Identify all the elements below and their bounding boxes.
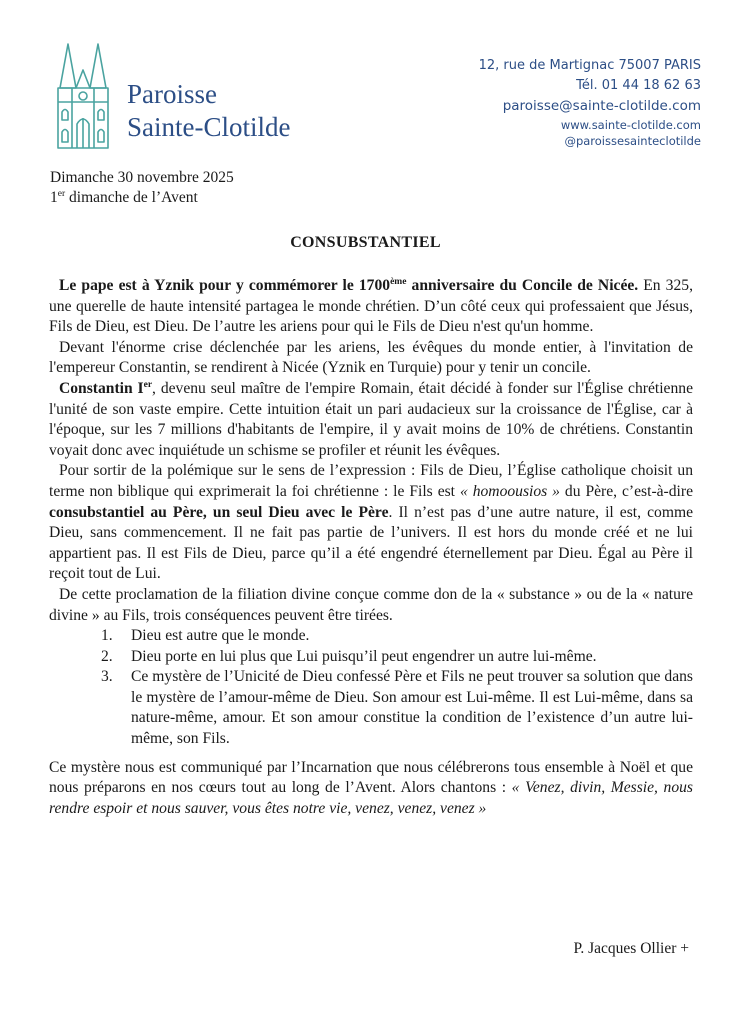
list-number: 2. [101, 647, 113, 665]
contact-block [479, 56, 701, 149]
signature: P. Jacques Ollier + [573, 940, 689, 957]
email-link[interactable]: paroisse@sainte-clotilde.com [502, 98, 701, 114]
p1-bold-a: Le pape est à Yznik pour y commémorer le 1700 [59, 277, 391, 294]
parish-name-line1: Paroisse [127, 79, 217, 109]
parish-name-line2: Sainte-Clotilde [127, 112, 291, 142]
p1-bold-b: anniversaire du Concile de Nicée. [406, 277, 639, 294]
list-item [49, 667, 693, 749]
conclusion-text: Ce mystère nous est communiqué par l’Incarnation que nous célébrerons tous ensemble à Noël et que nous préparons en nos cœurs tout au long de l’Avent. Alors chantons : [49, 758, 693, 797]
p3-bold: Constantin I [59, 379, 144, 397]
consequences-list [49, 626, 693, 750]
list-number: 3. [101, 668, 113, 686]
social-handle[interactable]: @paroissesainteclotilde [564, 134, 701, 148]
p4-a: Pour sortir de la polémique sur le sens de l’expression : Fils de Dieu, l’Église catholique choisit un terme non biblique qui exprimerait la foi chrétienne : le Fils est [49, 462, 693, 500]
liturgical-day [50, 188, 234, 208]
paragraph-2: Devant l'énorme crise déclenchée par les ariens, les évêques du monde entier, à l'invitation de l'empereur Constantin, se rendirent à Nicée (Yznik en Turquie) pour y tenir un concile. [49, 338, 693, 377]
website-link[interactable]: www.sainte-clotilde.com [560, 118, 701, 132]
p1-rest: En 325, une querelle de haute intensité partagea le monde chrétien. D’un côté ceux qui professaient que Jésus, Fils de Dieu, est Dieu. De l’autre les ariens pour qui le Fils de Dieu n'est qu'un homme. [49, 277, 693, 336]
ordinal-suffix: er [57, 189, 66, 199]
list-number: 1. [101, 627, 113, 645]
p4-b: du Père, c’est-à-dire [559, 482, 693, 500]
church-icon [54, 40, 112, 150]
phone: Tél. 01 44 18 62 63 [576, 78, 701, 93]
date-block [50, 168, 234, 208]
p3-sup: er [143, 379, 153, 390]
hymn-quote: « Venez, divin, Messie, nous rendre espoir et nous sauver, vous êtes notre vie, venez, venez, venez » [49, 779, 693, 817]
list-text: Dieu est autre que le monde. [131, 627, 310, 645]
paragraph-3 [49, 379, 693, 461]
paragraph-4 [49, 461, 693, 585]
p1-sup: ème [390, 277, 407, 287]
list-item [49, 626, 693, 647]
list-item [49, 647, 693, 668]
paragraph-5: De cette proclamation de la filiation divine conçue comme don de la « substance » ou de la « nature divine » au Fils, trois conséquences peuvent être tirées. [49, 585, 693, 624]
p3-rest: , devenu seul maître de l'empire Romain, était décidé à fonder sur l'Église chrétienne l'unité de son vaste empire. Cette intuition était un pari audacieux sur la croissance de l'Église, car à l'époque, sur les 7 millions d'habitants de l'empire, il y avait moins de 10% de chrétiens. Constantin voyait donc avec inquiétude un schisme se profiler et réunit les évêques. [49, 379, 693, 459]
list-text: Ce mystère de l’Unicité de Dieu confessé Père et Fils ne peut trouver sa solution que dans le mystère de l’amour-même de Dieu. Son amour est Lui-même. Il est Lui-même, dans sa nature-même, amour. Et son amour constitue la condition de l’existence d’un autre lui-même, son Fils. [131, 668, 693, 748]
p4-bold: consubstantiel au Père, un seul Dieu avec le Père [49, 503, 389, 521]
address: 12, rue de Martignac 75007 PARIS [478, 58, 701, 73]
page-title: CONSUBSTANTIEL [290, 234, 441, 251]
list-text: Dieu porte en lui plus que Lui puisqu’il peut engendrer un autre lui-même. [131, 647, 597, 665]
liturgical-day-text: dimanche de l’Avent [65, 189, 198, 206]
p4-c: . Il n’est pas d’une autre nature, il est, comme Dieu, sans commencement. Il ne fait pas partie de l’univers. Il est hors du monde créé et ne lui appartient pas. Il est Fils de Dieu, parce qu’il a été engendré éternellement par Dieu. Égal au Père il reçoit tout de Lui. [49, 503, 693, 583]
article-body [49, 276, 693, 819]
paragraph-1 [49, 276, 693, 338]
p4-italic: « homoousios » [459, 482, 560, 500]
parish-name [127, 78, 290, 144]
date-line: Dimanche 30 novembre 2025 [50, 169, 234, 186]
conclusion-paragraph [49, 758, 693, 820]
ordinal: 1 [50, 189, 58, 206]
